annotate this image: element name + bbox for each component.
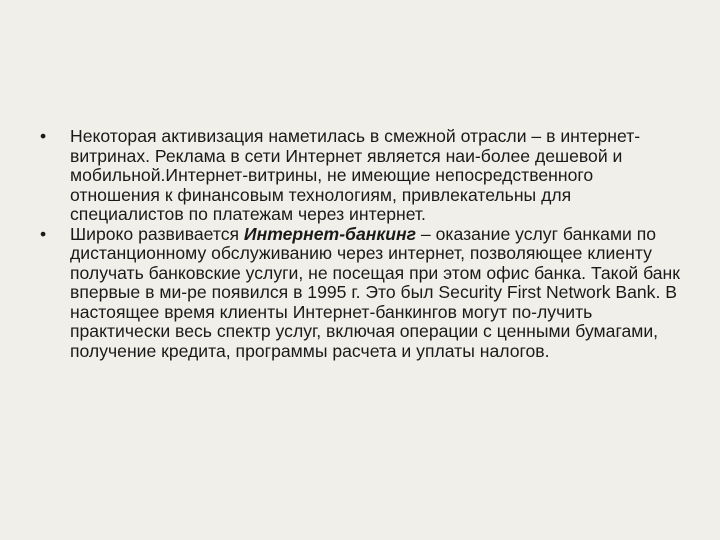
bullet-text-lead: Широко развивается <box>70 223 244 244</box>
bullet-list <box>40 127 680 361</box>
bullet-text: Некоторая активизация наметилась в смежной отрасли – в интернет-витринах. Реклама в сети Интернет является наи-более дешевой и мобильной.Интернет-витрины, не имеющие непосредственного отношения к финансовым технологиям, привлекательны для специалистов по платежам через интернет. <box>70 126 641 224</box>
bullet-marker: • <box>40 223 47 244</box>
bullet-item-1 <box>40 127 680 225</box>
bullet-marker: • <box>40 126 47 146</box>
bullet-item-2 <box>40 225 680 362</box>
bullet-term: Интернет-банкинг <box>243 223 417 244</box>
bullet-text-rest: – оказание услуг банками по дистанционному обслуживанию через интернет, позволяющее клиенту получать банковские услуги, не посещая при этом офис банка. Такой банк впервые в ми-ре появился в 1995 г. Это был Security First Network Bank. В настоящее время клиенты Интернет-банкингов могут по-лучить практически весь спектр услуг, включая операции с ценными бумагами, получение кредита, программы расчета и уплаты налогов. <box>70 223 680 361</box>
